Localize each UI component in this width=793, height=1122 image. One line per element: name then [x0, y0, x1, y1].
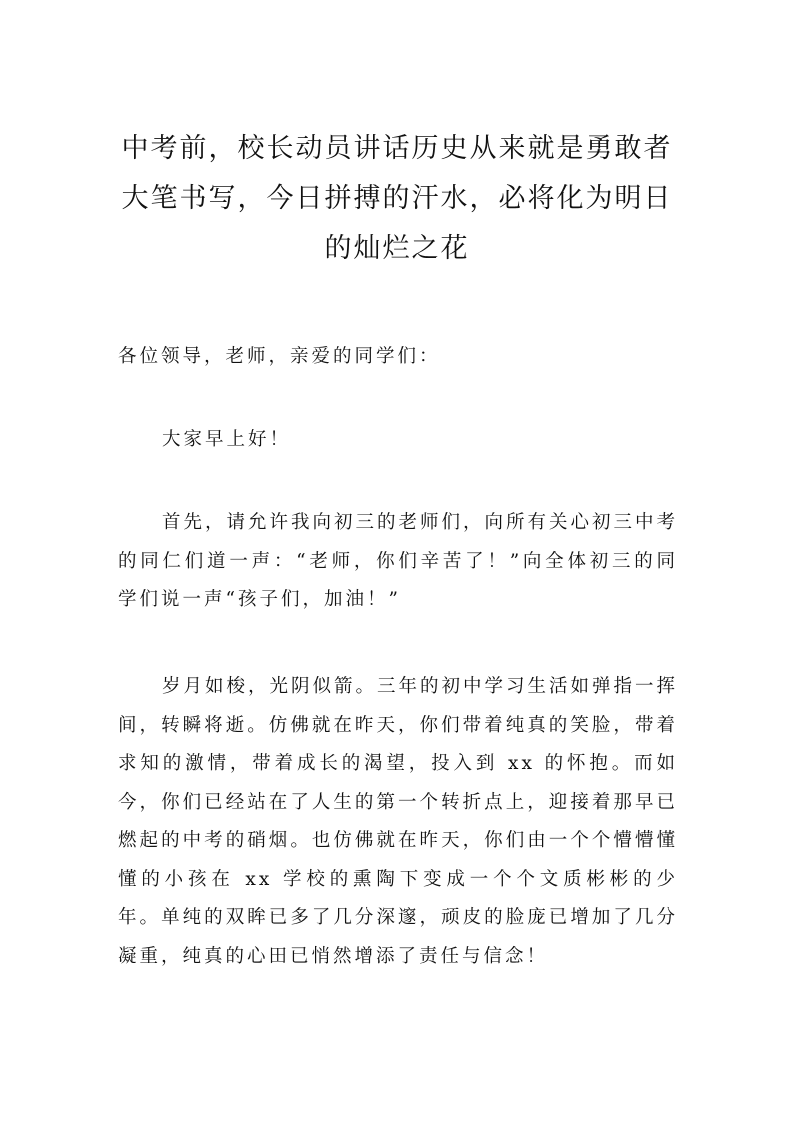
salutation: 各位领导，老师，亲爱的同学们： — [118, 346, 441, 367]
paragraph-thanks: 首先，请允许我向初三的老师们，向所有关心初三中考的同仁们道一声：“老师，你们辛苦了！”向全体初三的同学们说一声“孩子们，加油！” — [118, 512, 679, 610]
paragraph-reflection: 岁月如梭，光阴似箭。三年的初中学习生活如弹指一挥间，转瞬将逝。仿佛就在昨天，你们带着纯真的笑脸，带着求知的激情，带着成长的渴望，投入到 xx 的怀抱。而如今，你们已经站在了人生的第一个转折点上，迎接着那早已燃起的中考的硝烟。也仿佛就在昨天，你们由一个个懵懵懂懂的小孩在 xx 学校的熏陶下变成一个个文质彬彬的少年。单纯的双眸已多了几分深邃，顽皮的脸庞已增加了几分凝重，纯真的心田已悄然增添了责任与信念！ — [118, 676, 679, 967]
title-line-2: 大笔书写，今日拼搏的汗水，必将化为明日 — [121, 183, 673, 214]
title-line-3: 的灿烂之花 — [324, 233, 470, 264]
paragraph-greeting: 大家早上好！ — [162, 429, 292, 450]
title-line-1: 中考前，校长动员讲话历史从来就是勇敢者 — [121, 133, 673, 164]
document-title — [118, 124, 676, 274]
